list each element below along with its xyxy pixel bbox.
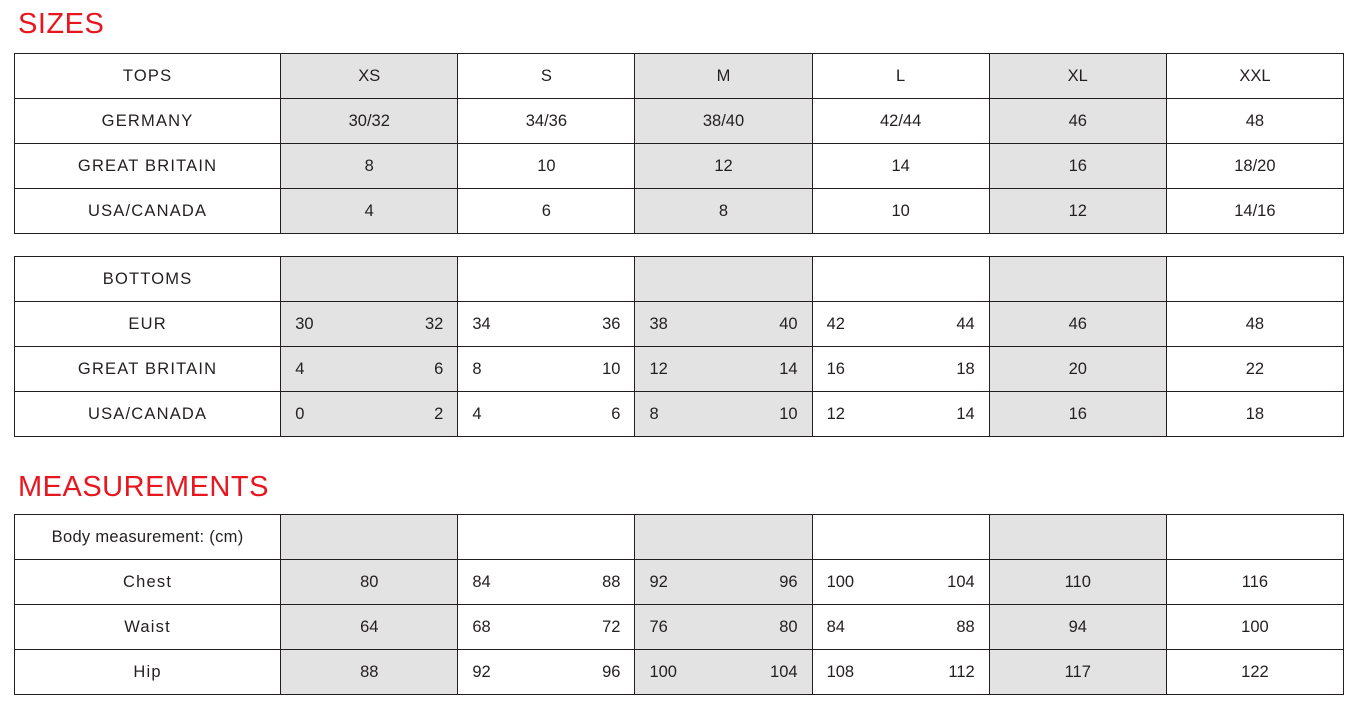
tops-header-l: L [812, 54, 989, 99]
measurements-cell-right: 88 [602, 572, 621, 591]
bottoms-cell-pair [281, 302, 458, 347]
tops-header-s: S [458, 54, 635, 99]
bottoms-row-label: EUR [15, 302, 281, 347]
tops-header-xl: XL [989, 54, 1166, 99]
tops-cell: 6 [458, 189, 635, 234]
measurements-cell-right: 96 [779, 572, 798, 591]
measurements-cell-pair [635, 560, 812, 605]
measurements-heading: MEASUREMENTS [18, 471, 269, 503]
tops-cell: 46 [989, 99, 1166, 144]
bottoms-cell-right: 2 [434, 404, 444, 423]
bottoms-header-cell [1166, 257, 1343, 302]
measurements-cell: 64 [281, 605, 458, 650]
bottoms-cell-left: 0 [295, 404, 305, 423]
tops-cell: 10 [458, 144, 635, 189]
measurements-cell-pair [458, 605, 635, 650]
measurements-row-label: Chest [15, 560, 281, 605]
bottoms-cell-left: 8 [649, 404, 659, 423]
bottoms-size-table [14, 256, 1344, 437]
table-row [15, 392, 1344, 437]
measurements-header-cell [1166, 515, 1343, 560]
measurements-header-cell [989, 515, 1166, 560]
bottoms-cell-pair [635, 392, 812, 437]
tops-row-label: USA/CANADA [15, 189, 281, 234]
measurements-cell: 110 [989, 560, 1166, 605]
measurements-cell: 88 [281, 650, 458, 695]
sizes-heading: SIZES [18, 8, 105, 40]
bottoms-cell: 46 [989, 302, 1166, 347]
table-row [15, 54, 1344, 99]
measurements-cell-right: 72 [602, 617, 621, 636]
bottoms-header-cell [281, 257, 458, 302]
table-row [15, 302, 1344, 347]
bottoms-header-label: BOTTOMS [15, 257, 281, 302]
tops-header-m: M [635, 54, 812, 99]
measurements-header-label: Body measurement: (cm) [15, 515, 281, 560]
tops-cell: 38/40 [635, 99, 812, 144]
measurements-table [14, 514, 1344, 695]
measurements-cell: 94 [989, 605, 1166, 650]
measurements-cell-right: 96 [602, 662, 621, 681]
bottoms-cell: 16 [989, 392, 1166, 437]
tops-header-xxl: XXL [1166, 54, 1343, 99]
bottoms-cell-left: 30 [295, 314, 314, 333]
measurements-cell-right: 104 [770, 662, 798, 681]
tops-cell: 14/16 [1166, 189, 1343, 234]
tops-cell: 10 [812, 189, 989, 234]
measurements-cell-right: 80 [779, 617, 798, 636]
tops-cell: 8 [635, 189, 812, 234]
table-row [15, 515, 1344, 560]
tops-cell: 16 [989, 144, 1166, 189]
measurements-cell: 117 [989, 650, 1166, 695]
tops-row-label: GREAT BRITAIN [15, 144, 281, 189]
measurements-cell: 100 [1166, 605, 1343, 650]
bottoms-cell-right: 44 [956, 314, 975, 333]
bottoms-cell-pair [812, 347, 989, 392]
tops-cell: 42/44 [812, 99, 989, 144]
bottoms-cell-left: 4 [295, 359, 305, 378]
measurements-cell: 80 [281, 560, 458, 605]
bottoms-cell-pair [812, 302, 989, 347]
measurements-header-cell [281, 515, 458, 560]
bottoms-cell-right: 6 [434, 359, 444, 378]
measurements-row-label: Waist [15, 605, 281, 650]
table-row [15, 189, 1344, 234]
tops-cell: 18/20 [1166, 144, 1343, 189]
bottoms-header-cell [635, 257, 812, 302]
measurements-cell-pair [635, 605, 812, 650]
bottoms-cell-right: 6 [611, 404, 621, 423]
table-row [15, 650, 1344, 695]
tops-header-label: TOPS [15, 54, 281, 99]
tops-cell: 34/36 [458, 99, 635, 144]
bottoms-cell-left: 12 [826, 404, 845, 423]
measurements-cell-pair [812, 650, 989, 695]
bottoms-row-label: GREAT BRITAIN [15, 347, 281, 392]
tops-cell: 12 [989, 189, 1166, 234]
measurements-cell-left: 84 [472, 572, 491, 591]
table-row [15, 144, 1344, 189]
bottoms-cell-pair [635, 347, 812, 392]
bottoms-cell-right: 32 [424, 314, 444, 333]
measurements-row-label: Hip [15, 650, 281, 695]
bottoms-cell-pair [281, 347, 458, 392]
bottoms-cell-right: 14 [779, 359, 798, 378]
tops-cell: 8 [281, 144, 458, 189]
bottoms-cell-right: 40 [779, 314, 798, 333]
tops-cell: 4 [281, 189, 458, 234]
bottoms-cell-right: 10 [602, 359, 621, 378]
measurements-cell-left: 92 [472, 662, 491, 681]
bottoms-cell: 20 [989, 347, 1166, 392]
measurements-header-cell [812, 515, 989, 560]
measurements-cell-pair [812, 605, 989, 650]
tops-cell: 14 [812, 144, 989, 189]
bottoms-cell-right: 36 [602, 314, 621, 333]
bottoms-cell-left: 34 [472, 314, 491, 333]
bottoms-header-cell [458, 257, 635, 302]
measurements-cell-left: 92 [649, 572, 668, 591]
measurements-cell-left: 108 [826, 662, 855, 681]
table-row [15, 347, 1344, 392]
bottoms-cell-pair [458, 302, 635, 347]
bottoms-cell: 22 [1166, 347, 1343, 392]
table-row [15, 99, 1344, 144]
bottoms-cell-left: 12 [649, 359, 668, 378]
bottoms-cell-left: 38 [649, 314, 668, 333]
tops-cell: 12 [635, 144, 812, 189]
bottoms-cell: 48 [1166, 302, 1343, 347]
tops-cell: 30/32 [281, 99, 458, 144]
measurements-cell-left: 76 [649, 617, 668, 636]
tops-header-xs: XS [281, 54, 458, 99]
measurements-cell-left: 68 [472, 617, 491, 636]
measurements-cell-pair [635, 650, 812, 695]
measurements-cell-right: 88 [956, 617, 975, 636]
measurements-cell: 116 [1166, 560, 1343, 605]
measurements-cell-pair [812, 560, 989, 605]
bottoms-cell-right: 18 [956, 359, 975, 378]
bottoms-cell-pair [812, 392, 989, 437]
bottoms-cell-left: 4 [472, 404, 482, 423]
measurements-cell-right: 112 [948, 662, 975, 681]
measurements-header-cell [458, 515, 635, 560]
tops-row-label: GERMANY [15, 99, 281, 144]
measurements-cell-pair [458, 650, 635, 695]
bottoms-cell-left: 8 [472, 359, 482, 378]
bottoms-header-cell [812, 257, 989, 302]
measurements-cell-left: 84 [826, 617, 845, 636]
table-row [15, 257, 1344, 302]
bottoms-cell-left: 42 [826, 314, 845, 333]
table-row [15, 560, 1344, 605]
measurements-header-cell [635, 515, 812, 560]
measurements-cell: 122 [1166, 650, 1343, 695]
bottoms-cell-pair [635, 302, 812, 347]
measurements-cell-right: 104 [947, 572, 975, 591]
table-row [15, 605, 1344, 650]
measurements-cell-left: 100 [649, 662, 677, 681]
bottoms-cell-left: 16 [826, 359, 845, 378]
bottoms-cell-pair [281, 392, 458, 437]
measurements-cell-left: 100 [826, 572, 855, 591]
bottoms-cell: 18 [1166, 392, 1343, 437]
tops-size-table [14, 53, 1344, 234]
tops-cell: 48 [1166, 99, 1343, 144]
bottoms-cell-right: 14 [956, 404, 975, 423]
bottoms-header-cell [989, 257, 1166, 302]
measurements-cell-pair [458, 560, 635, 605]
bottoms-cell-pair [458, 392, 635, 437]
bottoms-cell-pair [458, 347, 635, 392]
bottoms-row-label: USA/CANADA [15, 392, 281, 437]
bottoms-cell-right: 10 [779, 404, 798, 423]
